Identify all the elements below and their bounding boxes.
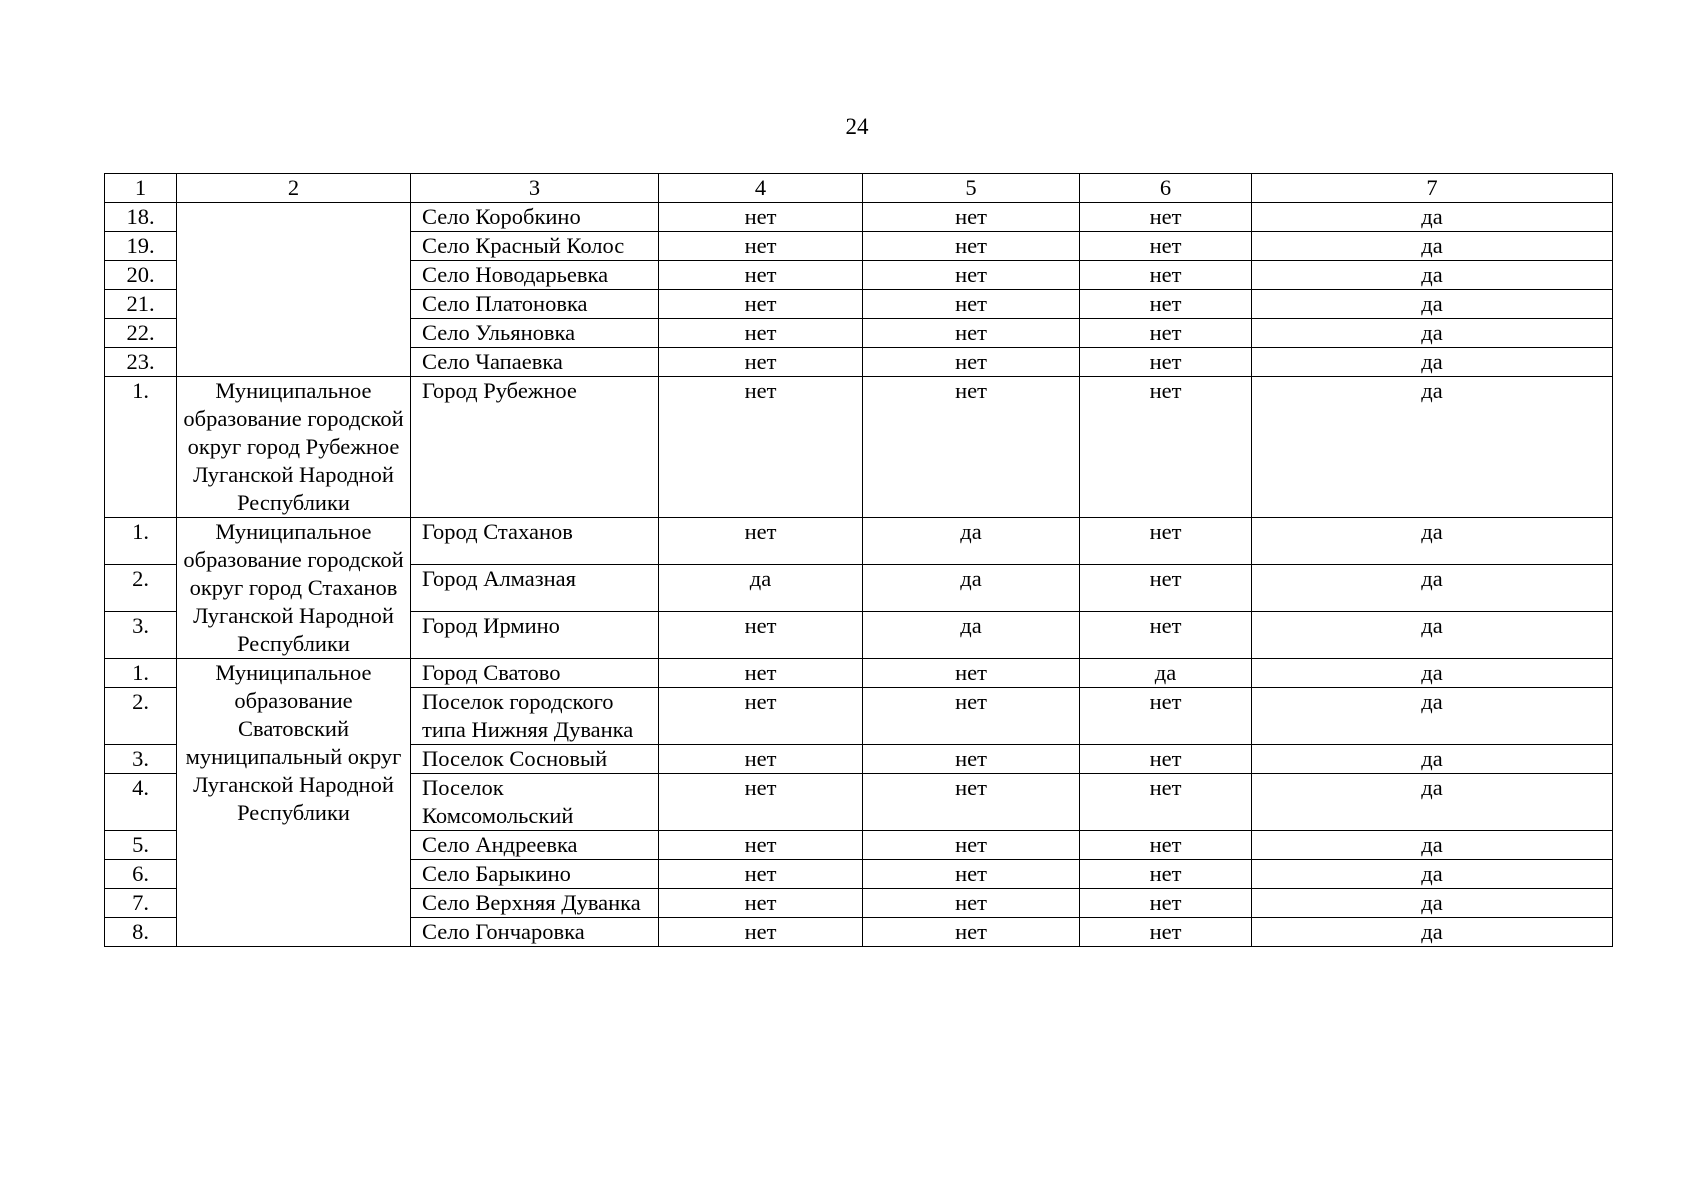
table-row xyxy=(105,377,1613,518)
value-cell: нет xyxy=(863,745,1080,774)
value-cell: нет xyxy=(863,203,1080,232)
municipality-cell xyxy=(177,203,411,377)
value-cell: да xyxy=(1252,774,1613,831)
row-number: 3. xyxy=(105,612,177,659)
value-cell: нет xyxy=(659,319,863,348)
value-cell: да xyxy=(1252,659,1613,688)
value-cell: да xyxy=(1252,831,1613,860)
value-cell: да xyxy=(1252,261,1613,290)
header-cell: 2 xyxy=(177,174,411,203)
value-cell: нет xyxy=(659,745,863,774)
value-cell: нет xyxy=(1080,348,1252,377)
value-cell: нет xyxy=(1080,290,1252,319)
row-number: 3. xyxy=(105,745,177,774)
value-cell: нет xyxy=(863,659,1080,688)
value-cell: нет xyxy=(1080,774,1252,831)
settlement-name: Город Рубежное xyxy=(411,377,659,518)
municipality-cell: Муниципальное образование Сватовский муниципальный округ Луганской Народной Республики xyxy=(177,659,411,947)
value-cell: нет xyxy=(659,860,863,889)
row-number: 5. xyxy=(105,831,177,860)
value-cell: нет xyxy=(863,774,1080,831)
value-cell: нет xyxy=(1080,377,1252,518)
settlement-name: Поселок Сосновый xyxy=(411,745,659,774)
value-cell: нет xyxy=(863,688,1080,745)
value-cell: нет xyxy=(1080,831,1252,860)
settlement-name: Город Ирмино xyxy=(411,612,659,659)
settlement-name: Село Чапаевка xyxy=(411,348,659,377)
settlement-name: Село Гончаровка xyxy=(411,918,659,947)
municipality-cell: Муниципальное образование городской округ город Рубежное Луганской Народной Республики xyxy=(177,377,411,518)
value-cell: нет xyxy=(659,774,863,831)
value-cell: нет xyxy=(659,348,863,377)
value-cell: нет xyxy=(863,831,1080,860)
settlement-name: Село Ульяновка xyxy=(411,319,659,348)
value-cell: да xyxy=(659,565,863,612)
value-cell: да xyxy=(1252,889,1613,918)
value-cell: нет xyxy=(659,659,863,688)
row-number: 1. xyxy=(105,377,177,518)
settlement-name: Село Верхняя Дуванка xyxy=(411,889,659,918)
header-cell: 6 xyxy=(1080,174,1252,203)
settlement-name: Город Сватово xyxy=(411,659,659,688)
value-cell: нет xyxy=(659,232,863,261)
row-number: 6. xyxy=(105,860,177,889)
table-row xyxy=(105,659,1613,688)
table-row xyxy=(105,518,1613,565)
value-cell: нет xyxy=(863,918,1080,947)
settlement-name: Поселок Комсомольский xyxy=(411,774,659,831)
table-row xyxy=(105,203,1613,232)
value-cell: да xyxy=(1252,232,1613,261)
row-number: 2. xyxy=(105,688,177,745)
value-cell: нет xyxy=(1080,261,1252,290)
value-cell: нет xyxy=(863,319,1080,348)
value-cell: нет xyxy=(1080,565,1252,612)
row-number: 21. xyxy=(105,290,177,319)
value-cell: да xyxy=(863,612,1080,659)
row-number: 18. xyxy=(105,203,177,232)
value-cell: да xyxy=(863,518,1080,565)
value-cell: нет xyxy=(659,889,863,918)
value-cell: нет xyxy=(863,261,1080,290)
row-number: 23. xyxy=(105,348,177,377)
value-cell: да xyxy=(1252,688,1613,745)
row-number: 1. xyxy=(105,659,177,688)
value-cell: нет xyxy=(1080,745,1252,774)
settlement-name: Село Андреевка xyxy=(411,831,659,860)
value-cell: да xyxy=(1080,659,1252,688)
row-number: 19. xyxy=(105,232,177,261)
value-cell: да xyxy=(1252,377,1613,518)
value-cell: да xyxy=(1252,290,1613,319)
value-cell: нет xyxy=(659,261,863,290)
settlement-name: Село Барыкино xyxy=(411,860,659,889)
row-number: 20. xyxy=(105,261,177,290)
value-cell: нет xyxy=(659,831,863,860)
value-cell: нет xyxy=(659,612,863,659)
value-cell: нет xyxy=(659,290,863,319)
settlement-name: Село Коробкино xyxy=(411,203,659,232)
row-number: 2. xyxy=(105,565,177,612)
value-cell: нет xyxy=(863,348,1080,377)
value-cell: да xyxy=(1252,565,1613,612)
header-cell: 4 xyxy=(659,174,863,203)
value-cell: нет xyxy=(1080,612,1252,659)
settlement-name: Село Платоновка xyxy=(411,290,659,319)
header-cell: 3 xyxy=(411,174,659,203)
value-cell: да xyxy=(1252,745,1613,774)
value-cell: нет xyxy=(1080,319,1252,348)
settlement-name: Поселок городского типа Нижняя Дуванка xyxy=(411,688,659,745)
value-cell: нет xyxy=(659,688,863,745)
value-cell: нет xyxy=(659,203,863,232)
value-cell: нет xyxy=(863,889,1080,918)
value-cell: нет xyxy=(1080,232,1252,261)
row-number: 8. xyxy=(105,918,177,947)
value-cell: нет xyxy=(659,377,863,518)
settlement-name: Город Стаханов xyxy=(411,518,659,565)
value-cell: нет xyxy=(863,860,1080,889)
row-number: 1. xyxy=(105,518,177,565)
value-cell: нет xyxy=(1080,889,1252,918)
settlement-name: Город Алмазная xyxy=(411,565,659,612)
header-cell: 7 xyxy=(1252,174,1613,203)
value-cell: нет xyxy=(1080,203,1252,232)
value-cell: да xyxy=(1252,860,1613,889)
row-number: 7. xyxy=(105,889,177,918)
municipality-cell: Муниципальное образование городской округ город Стаханов Луганской Народной Республики xyxy=(177,518,411,659)
page-number: 24 xyxy=(845,114,869,139)
header-cell: 5 xyxy=(863,174,1080,203)
value-cell: нет xyxy=(1080,688,1252,745)
value-cell: нет xyxy=(659,518,863,565)
value-cell: нет xyxy=(863,377,1080,518)
value-cell: да xyxy=(1252,203,1613,232)
settlement-name: Село Красный Колос xyxy=(411,232,659,261)
value-cell: нет xyxy=(863,232,1080,261)
value-cell: да xyxy=(1252,348,1613,377)
value-cell: да xyxy=(1252,518,1613,565)
row-number: 4. xyxy=(105,774,177,831)
value-cell: да xyxy=(1252,319,1613,348)
value-cell: нет xyxy=(1080,860,1252,889)
row-number: 22. xyxy=(105,319,177,348)
value-cell: нет xyxy=(1080,518,1252,565)
value-cell: нет xyxy=(659,918,863,947)
value-cell: нет xyxy=(1080,918,1252,947)
settlements-table xyxy=(104,173,1613,947)
header-cell: 1 xyxy=(105,174,177,203)
value-cell: нет xyxy=(863,290,1080,319)
header-row xyxy=(105,174,1613,203)
value-cell: да xyxy=(863,565,1080,612)
settlement-name: Село Новодарьевка xyxy=(411,261,659,290)
value-cell: да xyxy=(1252,918,1613,947)
value-cell: да xyxy=(1252,612,1613,659)
